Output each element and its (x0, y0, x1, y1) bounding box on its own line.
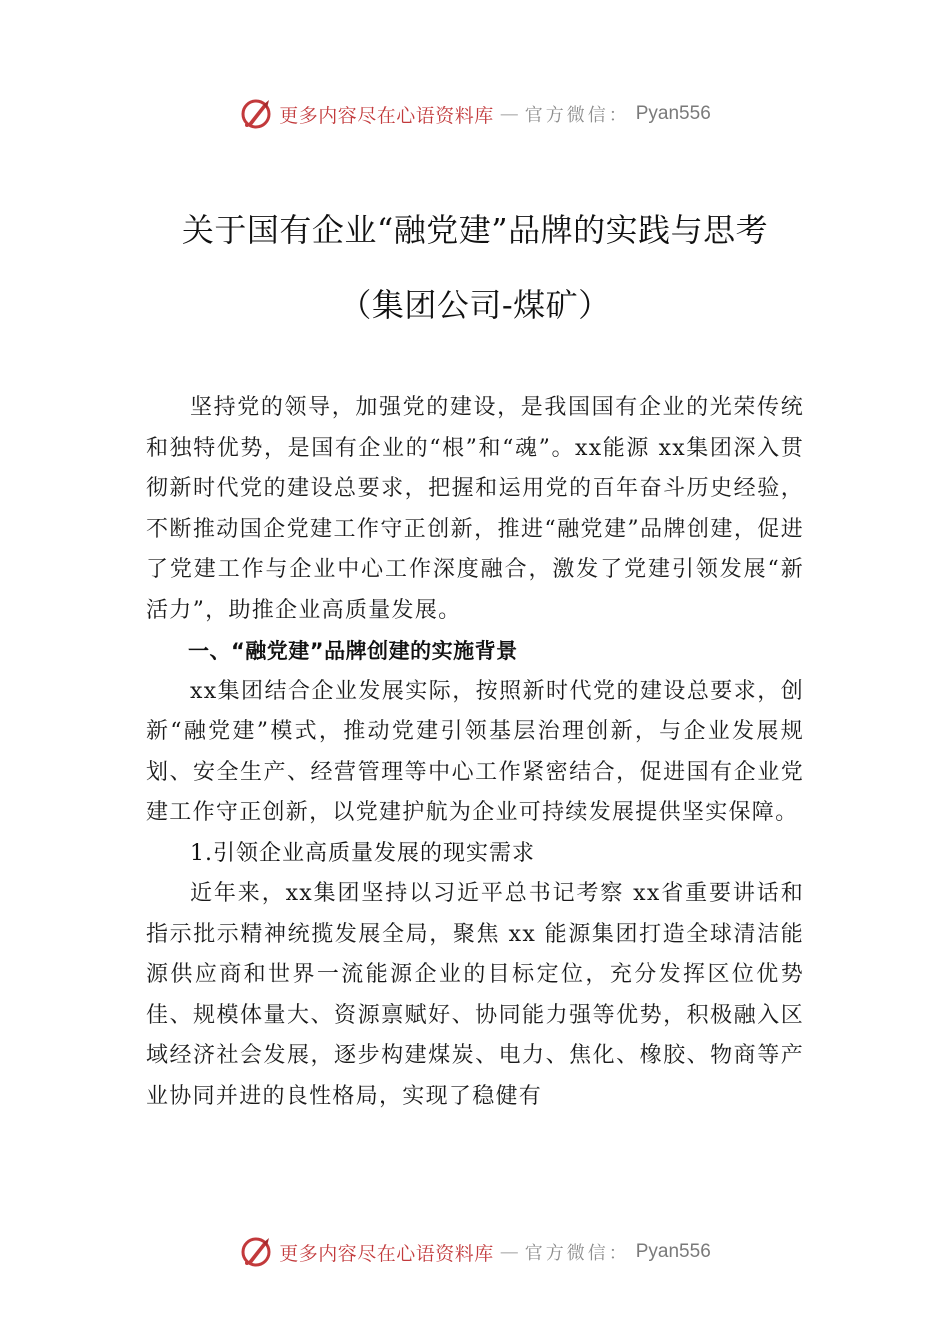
quill-pen-logo-icon (239, 1235, 273, 1269)
banner-wechat-id: Pyan556 (635, 103, 711, 124)
body-paragraph: 近年来，xx集团坚持以习近平总书记考察 xx省重要讲话和指示批示精神统揽发展全局，聚焦 xx 能源集团打造全球清洁能源供应商和世界一流能源企业的目标定位，充分发挥区位优势佳、规模体量大、资源禀赋好、协同能力强等优势，积极融入区域经济社会发展，逐步构建煤炭、电力、焦化、橡胶、物商等产业协同并进的良性格局，实现了稳健有 (146, 881, 804, 1109)
banner-wechat-label: 官方微信： (524, 1243, 630, 1264)
banner-separator: — (499, 103, 519, 125)
document-body (146, 388, 804, 1117)
quill-pen-logo-icon (239, 97, 273, 131)
banner-brand-text: 更多内容尽在心语资料库 (279, 1242, 494, 1265)
watermark-banner-top (0, 94, 950, 134)
document-subtitle: （集团公司-煤矿） (339, 286, 611, 324)
subsection-heading: 1.引领企业高质量发展的现实需求 (190, 840, 535, 866)
banner-wechat-label: 官方微信： (524, 105, 630, 126)
banner-wechat-id: Pyan556 (635, 1241, 711, 1262)
body-paragraph: 坚持党的领导，加强党的建设，是我国国有企业的光荣传统和独特优势，是国有企业的“根”和“魂”。xx能源 xx集团深入贯彻新时代党的建设总要求，把握和运用党的百年奋斗历史经验，不断推动国企党建工作守正创新，推进“融党建”品牌创建，促进了党建工作与企业中心工作深度融合，激发了党建引领发展“新活力”，助推企业高质量发展。 (146, 395, 804, 623)
section-heading: 一、“融党建”品牌创建的实施背景 (188, 639, 518, 663)
watermark-banner-bottom (0, 1232, 950, 1272)
document-title: 关于国有企业“融党建”品牌的实践与思考 (181, 211, 769, 249)
banner-brand-text: 更多内容尽在心语资料库 (279, 104, 494, 127)
body-paragraph: xx集团结合企业发展实际，按照新时代党的建设总要求，创新“融党建”模式，推动党建引领基层治理创新，与企业发展规划、安全生产、经营管理等中心工作紧密结合，促进国有企业党建工作守正创新，以党建护航为企业可持续发展提供坚实保障。 (146, 678, 804, 825)
banner-separator: — (499, 1241, 519, 1263)
